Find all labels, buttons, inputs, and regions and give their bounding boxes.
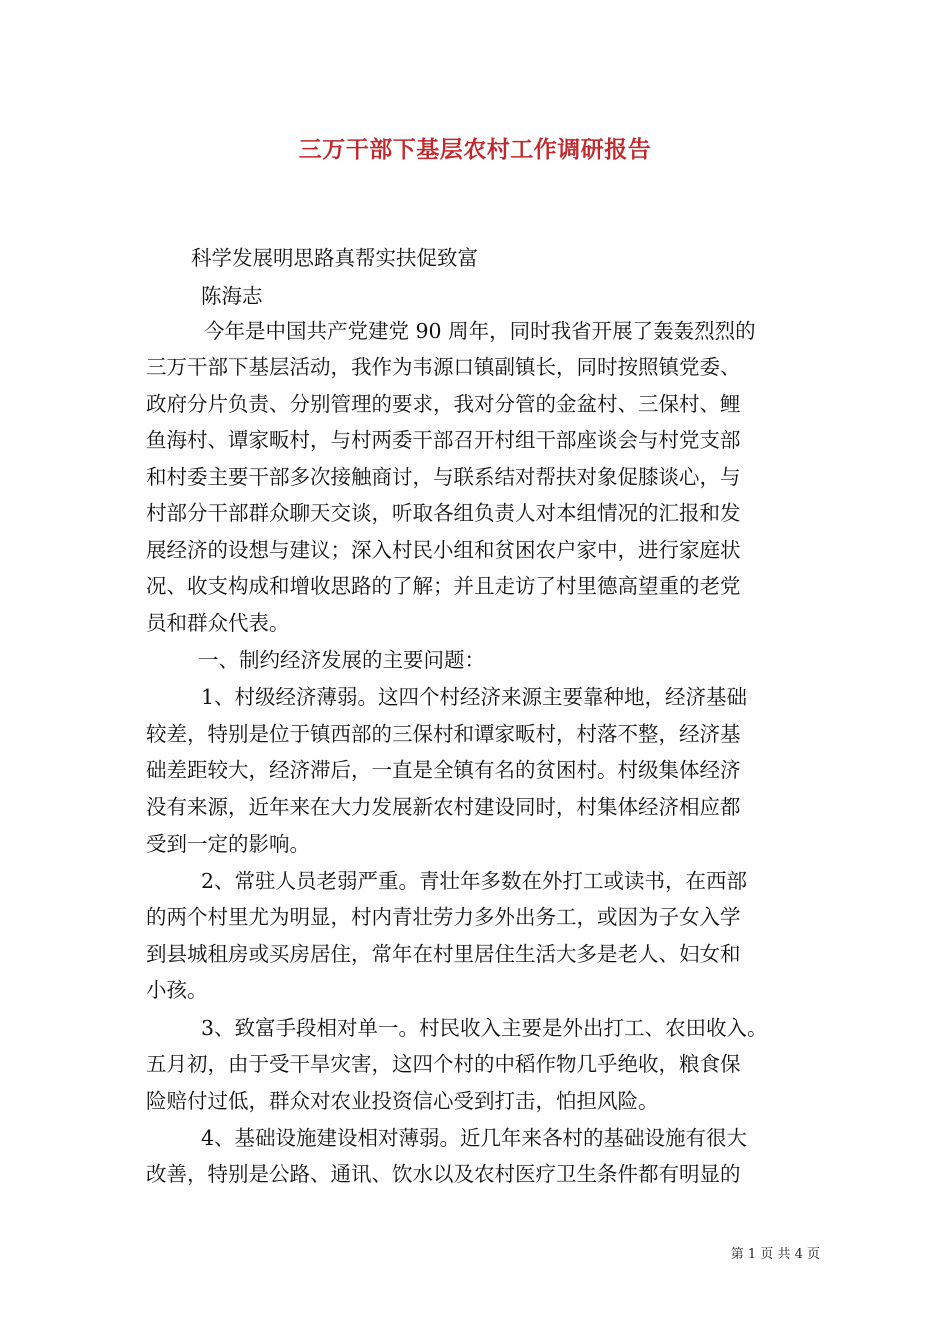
body-line: 础差距较大，经济滞后，一直是全镇有名的贫困村。村级集体经济 [146, 758, 741, 782]
body-line: 小孩。 [146, 978, 208, 1002]
body-line: 员和群众代表。 [146, 611, 290, 635]
body-line: 3、致富手段相对单一。村民收入主要是外出打工、农田收入。 [201, 1016, 768, 1040]
body-line: 今年是中国共产党建党 90 周年，同时我省开展了轰轰烈烈的 [204, 319, 756, 343]
document-subtitle: 科学发展明思路真帮实扶促致富 [191, 246, 478, 270]
body-line: 较差，特别是位于镇西部的三保村和谭家畈村，村落不整，经济基 [146, 722, 741, 746]
body-line: 受到一定的影响。 [146, 832, 310, 856]
body-line: 改善，特别是公路、通讯、饮水以及农村医疗卫生条件都有明显的 [146, 1162, 741, 1186]
section-heading: 一、制约经济发展的主要问题： [198, 648, 485, 672]
body-line: 况、收支构成和增收思路的了解；并且走访了村里德高望重的老党 [146, 574, 741, 598]
body-line: 的两个村里尤为明显，村内青壮劳力多外出务工，或因为子女入学 [146, 905, 741, 929]
body-line: 险赔付过低，群众对农业投资信心受到打击，怕担风险。 [146, 1089, 659, 1113]
body-line: 三万干部下基层活动，我作为韦源口镇副镇长，同时按照镇党委、 [146, 355, 741, 379]
body-line: 1、村级经济薄弱。这四个村经济来源主要靠种地，经济基础 [201, 685, 748, 709]
body-line: 五月初，由于受干旱灾害，这四个村的中稻作物几乎绝收，粮食保 [146, 1052, 741, 1076]
body-line: 政府分片负责、分别管理的要求，我对分管的金盆村、三保村、鲤 [146, 392, 741, 416]
body-line: 到县城租房或买房居住，常年在村里居住生活大多是老人、妇女和 [146, 942, 741, 966]
body-line: 展经济的设想与建议；深入村民小组和贫困农户家中，进行家庭状 [146, 538, 741, 562]
page-number: 第 1 页 共 4 页 [730, 1247, 820, 1262]
document-title: 三万干部下基层农村工作调研报告 [298, 136, 652, 163]
body-line: 村部分干部群众聊天交谈，听取各组负责人对本组情况的汇报和发 [146, 501, 741, 525]
document-author: 陈海志 [201, 284, 263, 308]
body-line: 和村委主要干部多次接触商讨，与联系结对帮扶对象促膝谈心，与 [146, 465, 741, 489]
body-line: 没有来源，近年来在大力发展新农村建设同时，村集体经济相应都 [146, 795, 741, 819]
body-line: 2、常驻人员老弱严重。青壮年多数在外打工或读书，在西部 [201, 869, 748, 893]
body-line: 鱼海村、谭家畈村，与村两委干部召开村组干部座谈会与村党支部 [146, 428, 741, 452]
body-line: 4、基础设施建设相对薄弱。近几年来各村的基础设施有很大 [201, 1126, 748, 1150]
